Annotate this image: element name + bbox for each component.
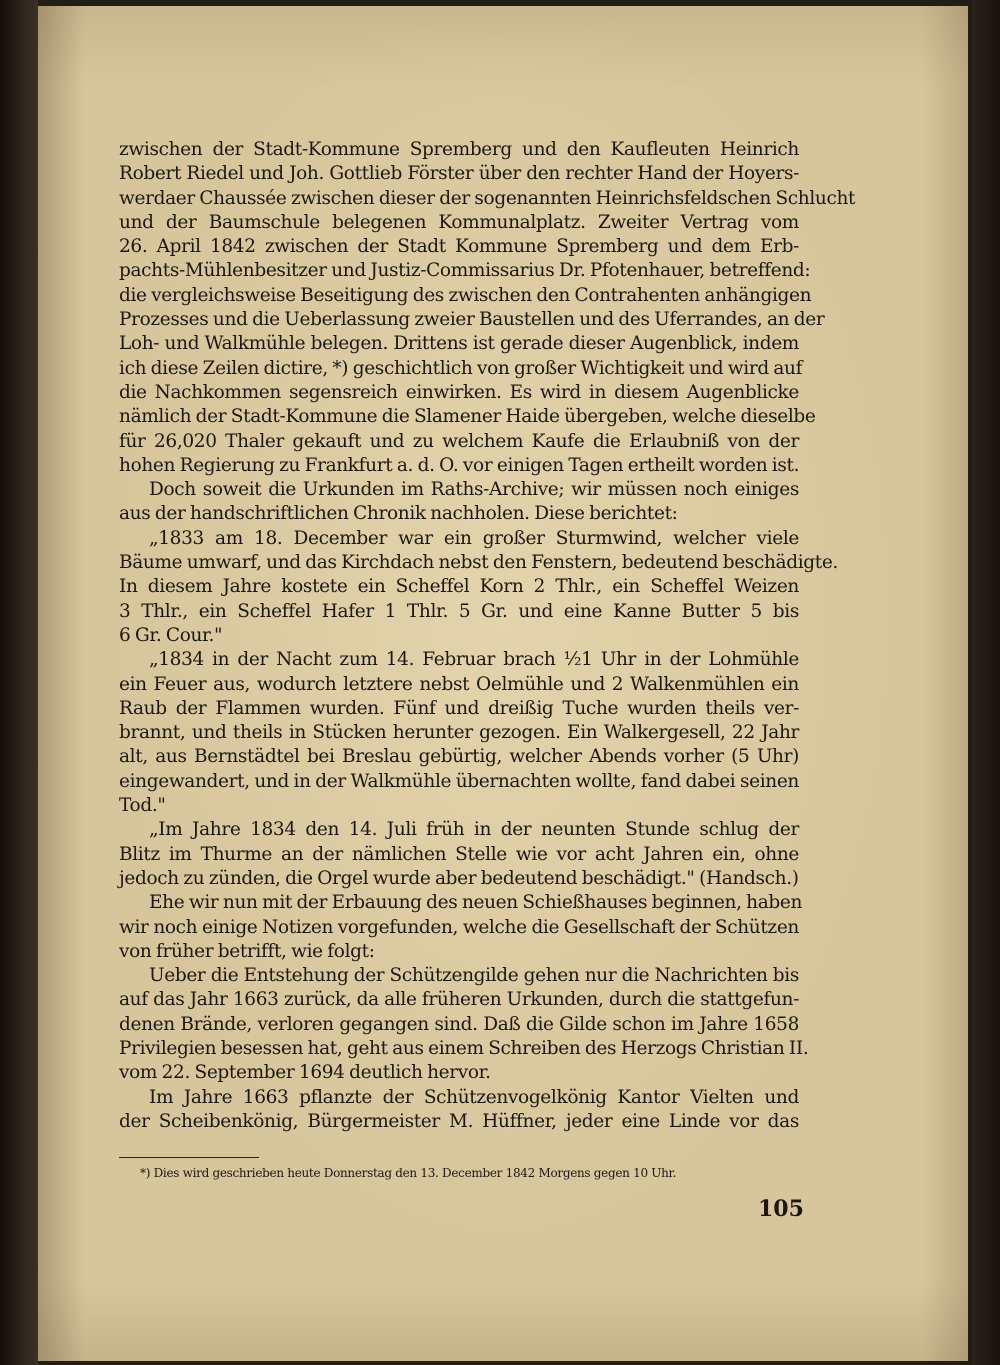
text-line: Im Jahre 1663 pflanzte der Schützenvogelkönig Kantor Vielten und xyxy=(149,1086,799,1108)
text-line: 6 Gr. Cour." xyxy=(119,624,223,646)
text-line: „1833 am 18. December war ein großer Sturmwind, welcher viele xyxy=(149,527,799,549)
text-line: „Im Jahre 1834 den 14. Juli früh in der neunten Stunde schlug der xyxy=(149,819,799,841)
text-line: Ehe wir nun mit der Erbauung des neuen Schießhauses beginnen, haben xyxy=(149,892,803,914)
text-line: Bäume umwarf, und das Kirchdach nebst den Fenstern, bedeutend beschädigte. xyxy=(119,552,838,574)
text-line: Raub der Flammen wurden. Fünf und dreißig Tuche wurden theils ver- xyxy=(119,697,799,719)
text-line: der Scheibenkönig, Bürgermeister M. Hüffner, jeder eine Linde vor das xyxy=(119,1110,799,1132)
text-line: In diesem Jahre kostete ein Scheffel Korn 2 Thlr., ein Scheffel Weizen xyxy=(119,576,799,598)
text-line: die vergleichsweise Beseitigung des zwischen den Contrahenten anhängigen xyxy=(119,284,812,306)
text-line: Blitz im Thurme an der nämlichen Stelle wie vor acht Jahren ein, ohne xyxy=(119,843,799,865)
text-line: Robert Riedel und Joh. Gottlieb Förster über den rechter Hand der Hoyers- xyxy=(119,163,799,185)
text-line: zwischen der Stadt-Kommune Spremberg und den Kaufleuten Heinrich xyxy=(119,139,799,160)
text-line: jedoch zu zünden, die Orgel wurde aber bedeutend beschädigt." (Handsch.) xyxy=(119,867,799,889)
footnote-divider xyxy=(119,1157,259,1158)
text-line: Prozesses und die Ueberlassung zweier Baustellen und des Uferrandes, an der xyxy=(119,309,825,331)
text-line: die Nachkommen segensreich einwirken. Es wird in diesem Augenblicke xyxy=(119,381,799,403)
text-line: auf das Jahr 1663 zurück, da alle früheren Urkunden, durch die stattgefun- xyxy=(119,989,799,1011)
text-line: und der Baumschule belegenen Kommunalplatz. Zweiter Vertrag vom xyxy=(119,211,799,233)
text-line: ein Feuer aus, wodurch letztere nebst Oelmühle und 2 Walkenmühlen ein xyxy=(119,673,799,695)
text-line: Tod." xyxy=(119,795,166,817)
text-line: 26. April 1842 zwischen der Stadt Kommune Spremberg und dem Erb- xyxy=(119,236,799,258)
text-line: denen Brände, verloren gegangen sind. Daß die Gilde schon im Jahre 1658 xyxy=(119,1013,799,1035)
text-line: von früher betrifft, wie folgt: xyxy=(119,940,375,962)
text-line: werdaer Chaussée zwischen dieser der sogenannten Heinrichsfeldschen Schlucht xyxy=(119,187,856,209)
text-line: hohen Regierung zu Frankfurt a. d. O. vor einigen Tagen ertheilt worden ist. xyxy=(119,454,800,476)
text-line: nämlich der Stadt-Kommune die Slamener Haide übergeben, welche dieselbe xyxy=(119,406,816,428)
text-line: Ueber die Entstehung der Schützengilde gehen nur die Nachrichten bis xyxy=(149,965,799,987)
text-line: „1834 in der Nacht zum 14. Februar brach ½1 Uhr in der Lohmühle xyxy=(149,649,799,671)
book-binding-left xyxy=(0,0,38,1365)
text-line: 3 Thlr., ein Scheffel Hafer 1 Thlr. 5 Gr. und eine Kanne Butter 5 bis xyxy=(119,600,799,622)
body-text xyxy=(119,138,856,1134)
text-line: brannt, und theils in Stücken herunter gezogen. Ein Walkergesell, 22 Jahr xyxy=(119,722,799,744)
text-line: wir noch einige Notizen vorgefunden, welche die Gesellschaft der Schützen xyxy=(119,916,799,938)
text-line: pachts-Mühlenbesitzer und Justiz-Commissarius Dr. Pfotenhauer, betreffend: xyxy=(119,260,811,282)
page-number: 105 xyxy=(758,1196,804,1222)
text-line: vom 22. September 1694 deutlich hervor. xyxy=(119,1062,491,1084)
text-line: Loh- und Walkmühle belegen. Drittens ist gerade dieser Augenblick, indem xyxy=(119,333,799,355)
text-line: Privilegien besessen hat, geht aus einem Schreiben des Herzogs Christian II. xyxy=(119,1037,809,1059)
text-line: für 26,020 Thaler gekauft und zu welchem Kaufe die Erlaubniß von der xyxy=(119,430,799,452)
text-line: ich diese Zeilen dictire, *) geschichtlich von großer Wichtigkeit und wird auf xyxy=(119,357,803,379)
text-line: Doch soweit die Urkunden im Raths-Archive; wir müssen noch einiges xyxy=(149,479,799,501)
text-line: eingewandert, und in der Walkmühle übernachten wollte, fand dabei seinen xyxy=(119,770,799,792)
footnote: *) Dies wird geschrieben heute Donnerstag den 13. December 1842 Morgens gegen 10 Uhr. xyxy=(140,1166,677,1180)
text-line: aus der handschriftlichen Chronik nachholen. Diese berichtet: xyxy=(119,503,678,525)
book-binding-right xyxy=(972,0,1000,1365)
text-line: alt, aus Bernstädtel bei Breslau gebürtig, welcher Abends vorher (5 Uhr) xyxy=(119,746,799,768)
